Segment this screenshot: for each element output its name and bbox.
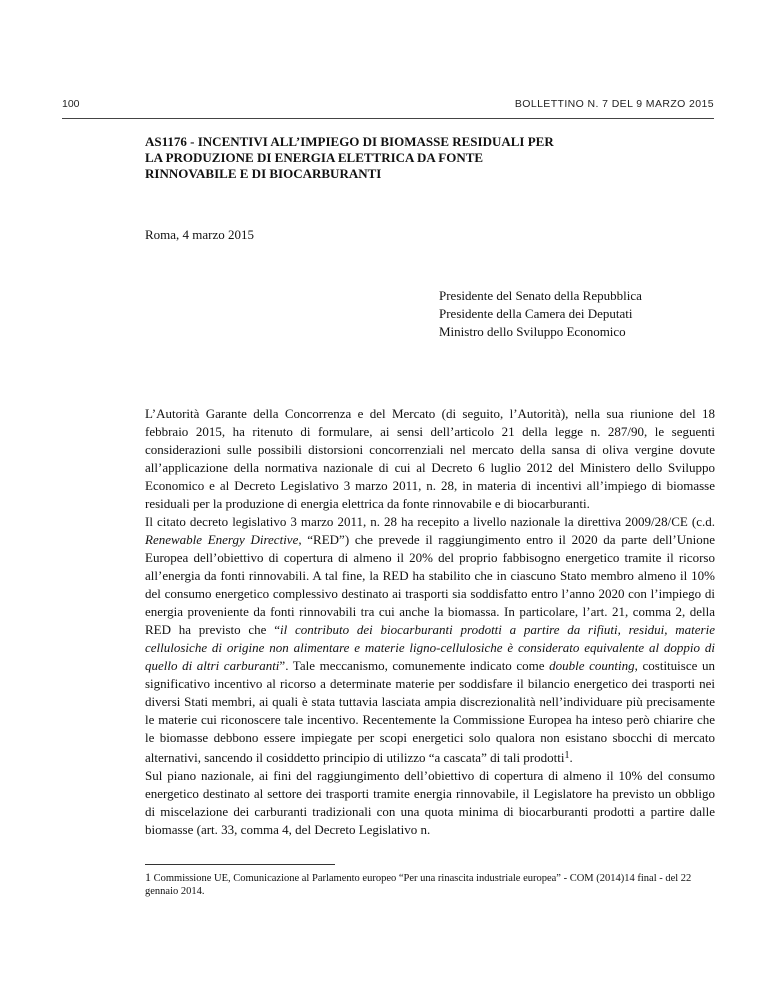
- footnote-divider: [145, 864, 335, 865]
- paragraph-3: Sul piano nazionale, ai fini del raggiungimento dell’obiettivo di copertura di almeno il 10% del consumo energetico destinato al settore dei trasporti tramite energia rinnovabile, il Legislatore ha previsto un obbligo di miscelazione dei carburanti tradizionali con una quota minima di biocarburanti prodotti a partire dalle biomasse (art. 33, comma 4, del Decreto Legislativo n.: [145, 768, 715, 837]
- text-span: Il citato decreto legislativo 3 marzo 2011, n. 28 ha recepito a livello nazionale la direttiva 2009/28/CE (c.d.: [145, 514, 715, 529]
- paragraph-2: [145, 513, 715, 767]
- paragraph-1: L’Autorità Garante della Concorrenza e del Mercato (di seguito, l’Autorità), nella sua riunione del 18 febbraio 2015, ha ritenuto di formulare, ai sensi dell’articolo 21 della legge n. 287/90, le seguenti considerazioni sulle possibili distorsioni concorrenziali nel mercato della sansa di oliva vergine dovute all’applicazione della normativa nazionale di cui al Decreto 6 luglio 2012 del Ministero dello Sviluppo Economico e al Decreto Legislativo 3 marzo 2011, n. 28, in materia di incentivi all’impiego di biomasse residuali per la produzione di energia elettrica da fonte rinnovabile e di biocarburanti.: [145, 406, 715, 511]
- recipient: Ministro dello Sviluppo Economico: [439, 324, 626, 339]
- footnote-number: 1: [145, 870, 151, 884]
- footnote: [145, 871, 715, 898]
- page-number: 100: [62, 98, 80, 110]
- document-body: [145, 405, 715, 839]
- page-header: [62, 98, 714, 119]
- recipient: Presidente del Senato della Repubblica: [439, 288, 642, 303]
- document-title: AS1176 - INCENTIVI ALL’IMPIEGO DI BIOMASSE RESIDUALI PER LA PRODUZIONE DI ENERGIA ELETTRICA DA FONTE RINNOVABILE E DI BIOCARBURANTI: [145, 134, 554, 181]
- text-span: .: [569, 750, 573, 765]
- text-span: ”. Tale meccanismo, comunemente indicato come: [279, 658, 550, 673]
- footnote-reference[interactable]: 1: [564, 750, 570, 761]
- text-span: , costituisce un significativo incentivo al ricorso a determinate materie per soddisfare il bilancio energetico dei trasporti nei diversi Stati membri, ai quali è stata tuttavia lasciata ampia discrezionalità nell’individuare più precisamente le materie cui riconoscere tale incentivo. Recentemente la Commissione Europea ha inteso però chiarire che le biomasse debbono essere impiegate per scopi energetici solo qualora non esistano sbocchi di mercato alternativi, sancendo il cosiddetto principio di utilizzo “a cascata” di tali prodotti: [145, 658, 715, 765]
- bulletin-title: BOLLETTINO N. 7 DEL 9 MARZO 2015: [514, 98, 714, 110]
- italic-term: Renewable Energy Directive: [145, 532, 299, 547]
- recipients-list: [439, 287, 642, 341]
- footnote-text: Commissione UE, Comunicazione al Parlamento europeo “Per una rinascita industriale europea” - COM (2014)14 final - del 22 gennaio 2014.: [145, 873, 692, 897]
- italic-term: double counting: [549, 658, 635, 673]
- text-span: , “RED”) che prevede il raggiungimento entro il 2020 da parte dell’Unione Europea dell’obiettivo di copertura di almeno il 20% del proprio fabbisogno energetico tramite il ricorso all’energia da fonti rinnovabili. A tal fine, la RED ha stabilito che in ciascuno Stato membro almeno il 10% del consumo energetico complessivo destinato ai trasporti sia soddisfatto entro l’anno 2020 con l’impiego di energia proveniente da fonti rinnovabili tra cui anche la biomassa. In particolare, l’art. 21, comma 2, della RED ha previsto che “: [145, 532, 715, 637]
- recipient: Presidente della Camera dei Deputati: [439, 306, 633, 321]
- document-date: Roma, 4 marzo 2015: [145, 227, 255, 242]
- italic-quote: il contributo dei biocarburanti prodotti a partire da rifiuti, residui, materie cellulosiche di origine non alimentare e materie ligno-cellulosiche è considerato equivalente al doppio di quello di altri carburanti: [145, 622, 716, 673]
